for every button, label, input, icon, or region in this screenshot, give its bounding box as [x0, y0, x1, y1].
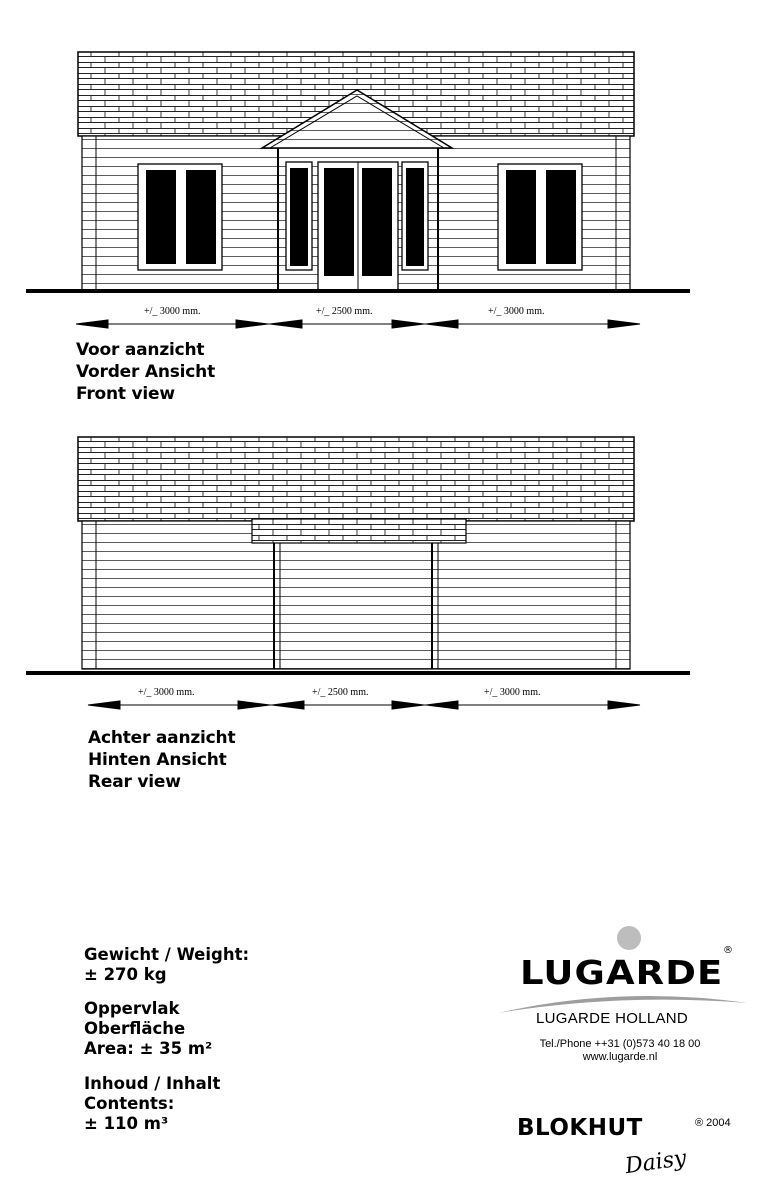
front-ground-line: [26, 289, 690, 293]
spec-area: [84, 999, 212, 1059]
lugarde-logo-text: LUGARDE: [520, 953, 724, 992]
spec-contents: [84, 1074, 220, 1134]
front-view-caption: [76, 339, 215, 405]
front-dim-center: +/_ 2500 mm.: [316, 306, 373, 317]
spec-area-value: Area: ± 35 m²: [84, 1039, 213, 1058]
rear-caption-nl: Achter aanzicht: [88, 728, 236, 748]
spec-contents-value: ± 110 m³: [84, 1114, 169, 1133]
spec-area-label-nl: Oppervlak: [84, 999, 180, 1018]
brand-block: [490, 925, 760, 1195]
company-name: LUGARDE HOLLAND: [536, 1010, 689, 1027]
front-view-drawing: [0, 40, 762, 340]
rear-roof: [78, 437, 634, 521]
product-name: BLOKHUT: [517, 1115, 643, 1141]
product-year: ® 2004: [695, 1117, 731, 1129]
contact-info: [520, 1038, 720, 1064]
spec-weight: [84, 945, 249, 985]
logo-registered-mark: ®: [723, 945, 733, 956]
contact-website: www.lugarde.nl: [582, 1051, 658, 1063]
front-right-window: [498, 164, 582, 270]
front-caption-de: Vorder Ansicht: [76, 362, 216, 382]
front-left-window: [138, 164, 222, 270]
rear-view-caption: [88, 727, 235, 793]
spec-weight-label: Gewicht / Weight:: [84, 945, 250, 964]
rear-dim-center: +/_ 2500 mm.: [312, 687, 369, 698]
rear-ground-line: [26, 671, 690, 675]
spec-area-label-de: Oberfläche: [84, 1019, 186, 1038]
front-dim-right: +/_ 3000 mm.: [488, 306, 545, 317]
front-caption-en: Front view: [76, 384, 175, 404]
spec-weight-value: ± 270 kg: [84, 965, 167, 984]
rear-dim-left: +/_ 3000 mm.: [138, 687, 195, 698]
front-dimension-line: [76, 320, 640, 328]
front-caption-nl: Voor aanzicht: [76, 340, 205, 360]
rear-caption-de: Hinten Ansicht: [88, 750, 227, 770]
contact-phone: Tel./Phone ++31 (0)573 40 18 00: [539, 1038, 701, 1050]
spec-contents-label-en: Contents:: [84, 1094, 175, 1113]
model-name: Daisy: [623, 1145, 688, 1180]
front-dim-left: +/_ 3000 mm.: [144, 306, 201, 317]
rear-view-drawing: [0, 425, 762, 725]
rear-dimension-line: [88, 701, 640, 709]
rear-dim-right: +/_ 3000 mm.: [484, 687, 541, 698]
spec-contents-label: Inhoud / Inhalt: [84, 1074, 221, 1093]
rear-caption-en: Rear view: [88, 772, 181, 792]
